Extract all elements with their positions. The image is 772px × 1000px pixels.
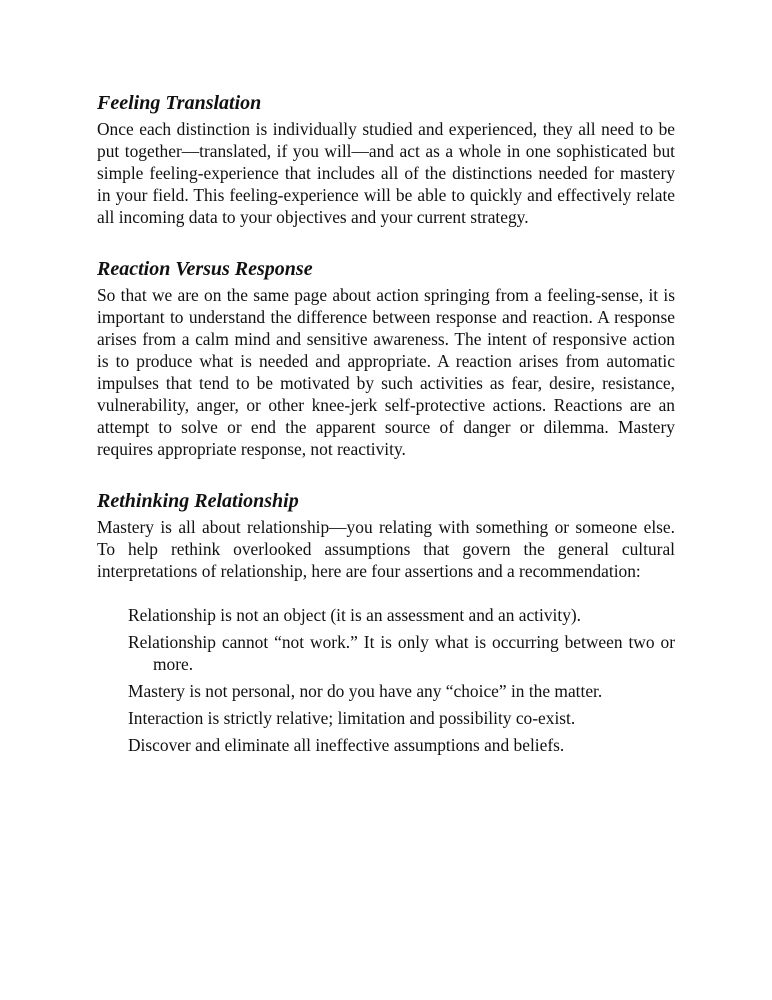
section-paragraph: Once each distinction is individually studied and experienced, they all need to be put together—translated, if you will—and act as a whole in one sophisticated but simple feeling-experience that includes all of the distinctions needed for mastery in your field. This feeling-experience will be able to quickly and effectively relate all incoming data to your objectives and your current strategy. [97,119,675,227]
section-heading: Rethinking Relationship [97,490,299,512]
section-feeling-translation [97,88,675,228]
section-reaction-versus-response [97,254,675,460]
section-paragraph: Mastery is all about relationship—you relating with something or someone else. To help rethink overlooked assumptions that govern the general cultural interpretations of relationship, here are four assertions and a recommendation: [97,517,675,581]
section-paragraph: So that we are on the same page about action springing from a feeling-sense, it is important to understand the difference between response and reaction. A response arises from a calm mind and sensitive awareness. The intent of responsive action is to produce what is needed and appropriate. A reaction arises from automatic impulses that tend to be motivated by such activities as fear, desire, resistance, vulnerability, anger, or other knee-jerk self-protective actions. Reactions are an attempt to solve or end the apparent source of danger or dilemma. Mastery requires appropriate response, not reactivity. [97,285,675,459]
document-page [97,88,675,761]
section-rethinking-relationship [97,486,675,756]
list-item: Discover and eliminate all ineffective assumptions and beliefs. [128,735,565,755]
section-heading: Feeling Translation [97,92,262,114]
list-item: Relationship cannot “not work.” It is only what is occurring between two or more. [128,632,675,674]
section-heading: Reaction Versus Response [97,258,313,280]
list-item: Relationship is not an object (it is an assessment and an activity). [128,605,582,625]
list-item: Mastery is not personal, nor do you have any “choice” in the matter. [128,681,603,701]
list-item: Interaction is strictly relative; limitation and possibility co-exist. [128,708,576,728]
assertions-list [97,604,675,756]
